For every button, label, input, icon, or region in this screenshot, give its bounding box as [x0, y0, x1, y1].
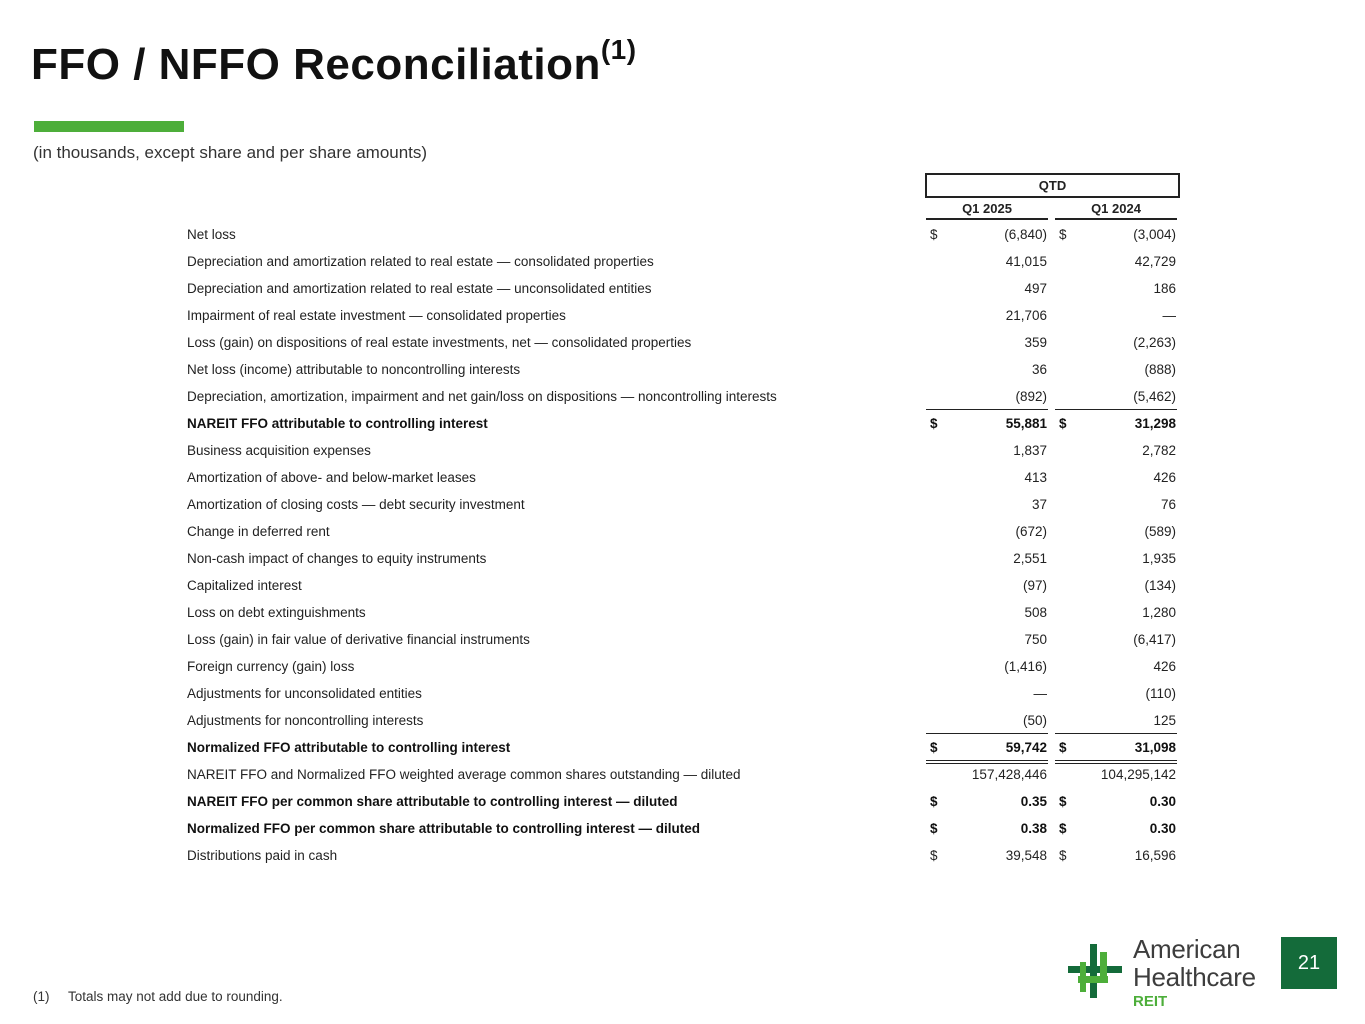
page-title: FFO / NFFO Reconciliation$^{(1)}$ — [31, 34, 637, 89]
row-label: Adjustments for unconsolidated entities — [187, 686, 422, 701]
table-row — [0, 248, 1365, 275]
row-label: Net loss — [187, 227, 236, 242]
value-q1-2025: (1,416) — [1004, 659, 1047, 674]
row-label: Change in deferred rent — [187, 524, 330, 539]
row-label: Depreciation, amortization, impairment and net gain/loss on dispositions — noncontrolling interests — [187, 389, 777, 404]
currency-symbol: $ — [930, 821, 938, 836]
table-row — [0, 599, 1365, 626]
value-q1-2024: 426 — [1153, 470, 1176, 485]
footnote — [33, 989, 283, 1004]
table-row — [0, 761, 1365, 788]
value-q1-2024: (3,004) — [1133, 227, 1176, 242]
value-q1-2025: 0.35 — [1020, 794, 1047, 809]
value-q1-2025: (6,840) — [1004, 227, 1047, 242]
value-q1-2024: 16,596 — [1134, 848, 1176, 863]
table-row — [0, 464, 1365, 491]
value-q1-2024: (5,462) — [1133, 389, 1176, 404]
value-q1-2025: 39,548 — [1005, 848, 1047, 863]
value-q1-2025: (50) — [1022, 713, 1047, 728]
value-q1-2024: 2,782 — [1142, 443, 1176, 458]
table-row — [0, 653, 1365, 680]
value-q1-2024: 0.30 — [1149, 821, 1176, 836]
value-q1-2025: 413 — [1024, 470, 1047, 485]
value-q1-2024: (888) — [1144, 362, 1176, 377]
value-q1-2025: 41,015 — [1005, 254, 1047, 269]
row-label: NAREIT FFO and Normalized FFO weighted average common shares outstanding — diluted — [187, 767, 741, 782]
value-q1-2025: 497 — [1024, 281, 1047, 296]
value-q1-2025: 0.38 — [1020, 821, 1047, 836]
table-row — [0, 788, 1365, 815]
row-label: Amortization of above- and below-market leases — [187, 470, 476, 485]
table-row — [0, 707, 1365, 734]
row-label: Loss on debt extinguishments — [187, 605, 366, 620]
row-label: Net loss (income) attributable to noncontrolling interests — [187, 362, 521, 377]
value-q1-2024: 426 — [1153, 659, 1176, 674]
value-q1-2025: 59,742 — [1005, 740, 1047, 755]
table-row — [0, 437, 1365, 464]
value-q1-2024: 1,935 — [1142, 551, 1176, 566]
value-q1-2025: (892) — [1015, 389, 1047, 404]
table-row — [0, 410, 1365, 437]
row-label: Amortization of closing costs — debt security investment — [187, 497, 525, 512]
currency-symbol: $ — [930, 848, 938, 863]
row-label: Impairment of real estate investment — consolidated properties — [187, 308, 566, 323]
row-label: Depreciation and amortization related to real estate — unconsolidated entities — [187, 281, 652, 296]
value-q1-2024: (589) — [1144, 524, 1176, 539]
table-row — [0, 572, 1365, 599]
value-q1-2025: — — [1033, 686, 1047, 701]
value-q1-2025: 1,837 — [1013, 443, 1047, 458]
row-label: NAREIT FFO attributable to controlling interest — [187, 416, 488, 431]
row-label: Distributions paid in cash — [187, 848, 338, 863]
table-row — [0, 491, 1365, 518]
reconciliation-table — [0, 221, 1365, 869]
value-q1-2025: (97) — [1022, 578, 1047, 593]
value-q1-2024: 104,295,142 — [1100, 767, 1176, 782]
table-row — [0, 626, 1365, 653]
title-accent-bar — [34, 121, 184, 132]
value-q1-2025: 21,706 — [1005, 308, 1047, 323]
value-q1-2024: (134) — [1144, 578, 1176, 593]
table-row — [0, 680, 1365, 707]
footnote-text: Totals may not add due to rounding. — [68, 989, 283, 1004]
value-q1-2024: 31,098 — [1134, 740, 1176, 755]
table-row — [0, 545, 1365, 572]
title-footnote-marker: (1) — [600, 34, 637, 65]
value-q1-2025: 157,428,446 — [971, 767, 1047, 782]
row-label: Normalized FFO per common share attributable to controlling interest — diluted — [187, 821, 701, 836]
value-q1-2024: 1,280 — [1142, 605, 1176, 620]
value-q1-2024: 186 — [1153, 281, 1176, 296]
value-q1-2025: 36 — [1031, 362, 1047, 377]
value-q1-2024: 76 — [1160, 497, 1176, 512]
row-label: Loss (gain) on dispositions of real estate investments, net — consolidated properties — [187, 335, 692, 350]
table-row — [0, 518, 1365, 545]
value-q1-2024: 125 — [1153, 713, 1176, 728]
currency-symbol: $ — [930, 794, 938, 809]
table-row — [0, 221, 1365, 248]
row-label: Adjustments for noncontrolling interests — [187, 713, 424, 728]
table-row — [0, 734, 1365, 761]
value-q1-2025: 55,881 — [1005, 416, 1047, 431]
logo-line-reit: REIT — [1133, 993, 1168, 1010]
table-row — [0, 275, 1365, 302]
logo-line-american: American — [1133, 934, 1241, 964]
company-logo — [1066, 934, 1266, 1014]
row-label: Normalized FFO attributable to controlling interest — [187, 740, 511, 755]
value-q1-2024: 0.30 — [1149, 794, 1176, 809]
value-q1-2024: (110) — [1145, 686, 1176, 701]
value-q1-2025: 508 — [1024, 605, 1047, 620]
column-header-q1-2025: Q1 2025 — [926, 200, 1048, 220]
table-row — [0, 383, 1365, 410]
value-q1-2025: (672) — [1015, 524, 1047, 539]
value-q1-2024: (2,263) — [1133, 335, 1176, 350]
value-q1-2025: 359 — [1024, 335, 1047, 350]
currency-symbol: $ — [1059, 794, 1067, 809]
currency-symbol: $ — [1059, 848, 1067, 863]
row-label: Depreciation and amortization related to real estate — consolidated properties — [187, 254, 654, 269]
row-label: NAREIT FFO per common share attributable to controlling interest — diluted — [187, 794, 678, 809]
medical-cross-logo-icon — [1066, 942, 1124, 1000]
period-header-qtd: QTD — [925, 173, 1180, 198]
currency-symbol: $ — [930, 227, 938, 242]
row-label: Business acquisition expenses — [187, 443, 371, 458]
row-label: Capitalized interest — [187, 578, 302, 593]
footnote-marker: (1) — [33, 989, 50, 1004]
table-row — [0, 815, 1365, 842]
value-q1-2024: (6,417) — [1133, 632, 1176, 647]
table-row — [0, 302, 1365, 329]
currency-symbol: $ — [930, 740, 938, 755]
currency-symbol: $ — [1059, 740, 1067, 755]
row-label: Foreign currency (gain) loss — [187, 659, 355, 674]
value-q1-2025: 750 — [1024, 632, 1047, 647]
logo-wordmark — [1133, 936, 1256, 1009]
currency-symbol: $ — [1059, 416, 1067, 431]
value-q1-2024: 31,298 — [1134, 416, 1176, 431]
currency-symbol: $ — [1059, 821, 1067, 836]
table-row — [0, 356, 1365, 383]
value-q1-2025: 37 — [1031, 497, 1047, 512]
value-q1-2024: — — [1162, 308, 1176, 323]
currency-symbol: $ — [930, 416, 938, 431]
row-label: Loss (gain) in fair value of derivative financial instruments — [187, 632, 530, 647]
page-subtitle: (in thousands, except share and per share amounts) — [33, 143, 428, 162]
column-header-q1-2024: Q1 2024 — [1055, 200, 1177, 220]
row-label: Non-cash impact of changes to equity instruments — [187, 551, 487, 566]
logo-line-healthcare: Healthcare — [1133, 962, 1256, 992]
value-q1-2024: 42,729 — [1134, 254, 1176, 269]
page-number: 21 — [1281, 937, 1337, 989]
currency-symbol: $ — [1059, 227, 1067, 242]
table-row — [0, 329, 1365, 356]
value-q1-2025: 2,551 — [1013, 551, 1047, 566]
table-row — [0, 842, 1365, 869]
